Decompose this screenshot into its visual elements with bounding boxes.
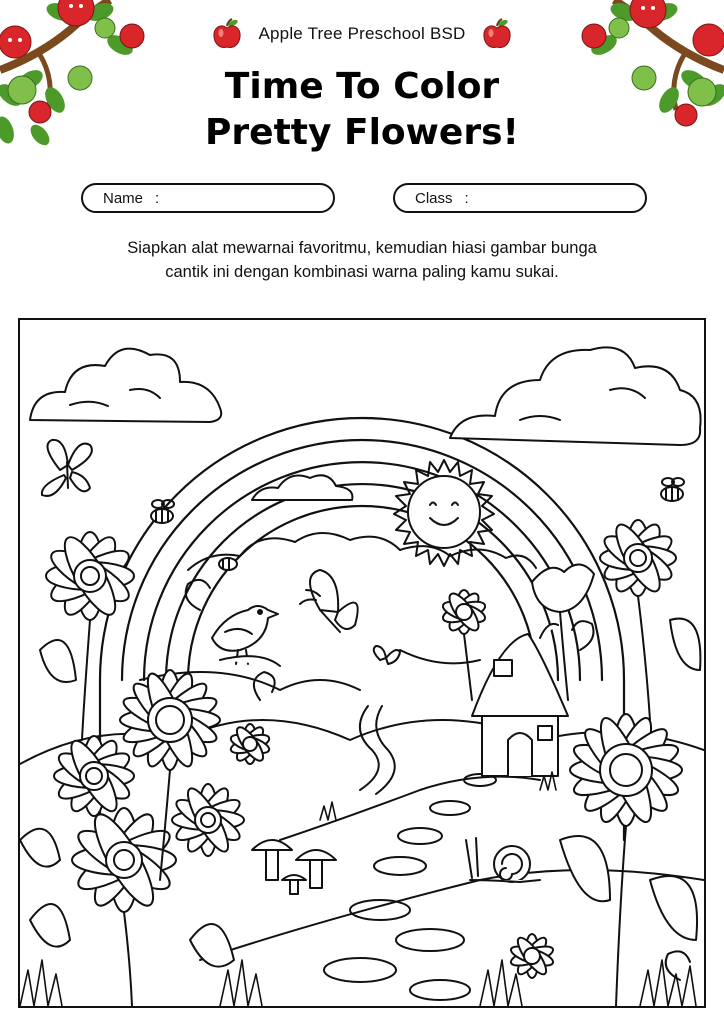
small-flower-center	[441, 589, 488, 700]
path-stones	[324, 774, 496, 1000]
title-line-2: Pretty Flowers!	[205, 112, 519, 153]
snail	[466, 838, 540, 882]
school-name: Apple Tree Preschool BSD	[258, 24, 466, 43]
small-flower-mid	[229, 724, 271, 765]
daisy-flower-top-right	[599, 519, 677, 597]
bee-left	[151, 500, 174, 523]
daisy-flower-bottom-left	[71, 807, 176, 912]
daisy-flower-top-left	[45, 531, 135, 621]
sunflower-left	[119, 669, 221, 771]
cloud-small	[252, 475, 352, 500]
title-line-1: Time To Color	[224, 66, 500, 107]
bee-small	[219, 558, 237, 570]
class-field[interactable]	[393, 183, 647, 213]
class-label: Class	[415, 189, 453, 207]
mushrooms	[252, 840, 336, 894]
name-separator: :	[155, 189, 160, 207]
butterfly-center	[300, 570, 358, 632]
cloud-left	[30, 349, 221, 422]
butterfly-left	[42, 440, 92, 496]
apple-icon	[212, 18, 242, 50]
coloring-page-frame	[18, 318, 706, 1008]
page-title	[0, 64, 724, 156]
bird	[212, 606, 280, 666]
sunflower-right	[569, 713, 683, 827]
daisy-flower-left-mid	[53, 735, 134, 816]
name-field[interactable]	[81, 183, 335, 213]
bee-right	[661, 478, 684, 501]
name-label: Name	[103, 189, 144, 207]
instructions-line-1: Siapkan alat mewarnai favoritmu, kemudian hiasi gambar bunga	[127, 239, 597, 257]
school-header	[0, 16, 724, 52]
coloring-illustration	[20, 320, 704, 1006]
instructions-line-2: cantik ini dengan kombinasi warna paling kamu sukai.	[165, 263, 559, 281]
cloud-right	[450, 347, 701, 445]
class-separator: :	[464, 189, 469, 207]
small-flower-bottom-right	[509, 934, 555, 978]
cottage	[472, 624, 568, 776]
apple-icon	[482, 18, 512, 50]
butterfly-small	[374, 646, 400, 664]
instructions	[60, 236, 664, 284]
daisy-flower-center-left	[172, 784, 244, 856]
